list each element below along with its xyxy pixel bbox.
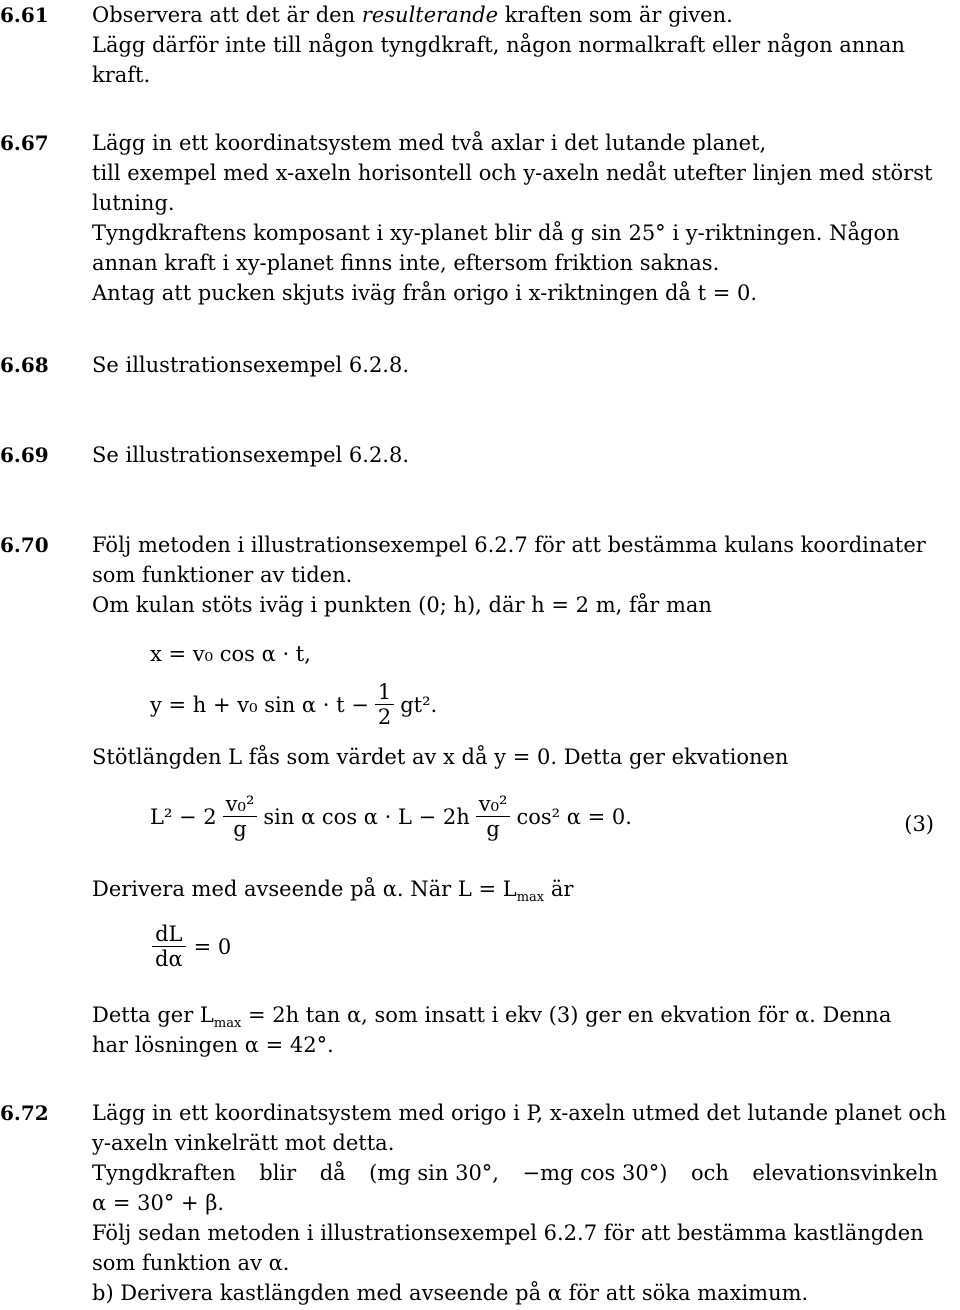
text-line: till exempel med x-axeln horisontell och y-axeln nedåt utefter linjen med störst (92, 161, 933, 185)
eq3-part-c: cos² α = 0. (516, 804, 632, 829)
text-span: är (544, 877, 574, 901)
text-line: Stötlängden L fås som värdet av x då y = 0. Detta ger ekvationen (92, 745, 789, 769)
entry-number: 6.67 (0, 131, 49, 155)
word: och (690, 1161, 729, 1185)
text-line: Om kulan stöts iväg i punkten (0; h), där h = 2 m, får man (92, 593, 712, 617)
word: blir (259, 1161, 297, 1185)
word: elevationsvinkeln (752, 1161, 938, 1185)
entry-body (92, 874, 938, 904)
entry-number: 6.72 (0, 1101, 49, 1125)
entry-number: 6.61 (0, 3, 49, 27)
text-line: b) Derivera kastlängden med avseende på α för att söka maximum. (92, 1281, 809, 1305)
text-line: lutning. (92, 191, 175, 215)
fraction-numerator: v₀² (476, 792, 511, 817)
text-line: Lägg därför inte till någon tyngdkraft, någon normalkraft eller någon annan (92, 33, 905, 57)
subscript: max (213, 1016, 242, 1032)
entry-body (92, 350, 938, 380)
derivative-rhs: = 0 (193, 934, 232, 959)
derivative-equation (150, 922, 231, 971)
fraction-denominator: g (486, 817, 500, 841)
text-line: y-axeln vinkelrätt mot detta. (92, 1131, 395, 1155)
fraction-v0sq-over-g (476, 792, 511, 841)
entry-number: 6.68 (0, 353, 49, 377)
entry-body (92, 742, 938, 772)
subscript: max (516, 890, 545, 906)
fraction-numerator: v₀² (223, 792, 258, 817)
word: −mg cos 30°) (522, 1161, 668, 1185)
text-line: Se illustrationsexempel 6.2.8. (92, 443, 410, 467)
text-line: Följ sedan metoden i illustrationsexempel 6.2.7 för att bestämma kastlängden (92, 1221, 924, 1245)
entry-body (92, 440, 938, 470)
text-line: annan kraft i xy-planet finns inte, eftersom friktion saknas. (92, 251, 720, 275)
text-line: har lösningen α = 42°. (92, 1033, 334, 1057)
entry-body (92, 0, 938, 90)
text-line: Följ metoden i illustrationsexempel 6.2.7 för att bestämma kulans koordinater (92, 533, 926, 557)
text-line: Se illustrationsexempel 6.2.8. (92, 353, 410, 377)
text-line: Antag att pucken skjuts iväg från origo i x-riktningen då t = 0. (92, 281, 758, 305)
text-line (92, 1000, 938, 1030)
text-line: Observera att det är den resulterande kraften som är given. (92, 3, 733, 27)
entry-body (92, 128, 938, 308)
fraction-v0sq-over-g (223, 792, 258, 841)
equation-y-right: gt². (400, 692, 438, 717)
fraction-denominator: g (233, 817, 247, 841)
entry-number: 6.69 (0, 443, 49, 467)
text-line: Tyngdkraftens komposant i xy-planet blir då g sin 25° i y-riktningen. Någon (92, 221, 900, 245)
word: då (319, 1161, 346, 1185)
text-line-justified (92, 1158, 938, 1188)
emphasis: resulterande (361, 3, 499, 27)
text-line: som funktion av α. (92, 1251, 290, 1275)
fraction-dL-dalpha (152, 922, 186, 971)
text-line: Lägg in ett koordinatsystem med origo i P, x-axeln utmed det lutande planet och (92, 1101, 947, 1125)
text-line: α = 30° + β. (92, 1191, 225, 1215)
equation-y-left: y = h + v₀ sin α · t − (150, 692, 369, 717)
word: (mg sin 30°, (369, 1161, 499, 1185)
fraction-denominator: 2 (377, 705, 392, 729)
text-line (92, 874, 938, 904)
eq3-part-b: sin α cos α · L − 2h (263, 804, 470, 829)
fraction-numerator: 1 (375, 680, 394, 705)
fraction-numerator: dL (152, 922, 185, 947)
text-line: kraft. (92, 63, 151, 87)
entry-number: 6.70 (0, 533, 49, 557)
text-span: Detta ger L (92, 1003, 214, 1027)
entry-body (92, 530, 938, 620)
equation-3 (150, 792, 632, 841)
equation-number: (3) (904, 812, 934, 836)
word: Tyngdkraften (92, 1161, 236, 1185)
text-line: Lägg in ett koordinatsystem med två axlar i det lutande planet, (92, 131, 767, 155)
text-span: Derivera med avseende på α. När L = L (92, 877, 517, 901)
fraction-half (375, 680, 394, 729)
equation-x: x = v₀ cos α · t, (150, 642, 311, 666)
fraction-denominator: dα (155, 947, 183, 971)
equation-y (150, 680, 437, 729)
text-line: som funktioner av tiden. (92, 563, 353, 587)
eq3-part-a: L² − 2 (150, 804, 217, 829)
text-span: = 2h tan α, som insatt i ekv (3) ger en ekvation för α. Denna (241, 1003, 892, 1027)
entry-body (92, 1000, 938, 1060)
entry-body (92, 1098, 947, 1308)
